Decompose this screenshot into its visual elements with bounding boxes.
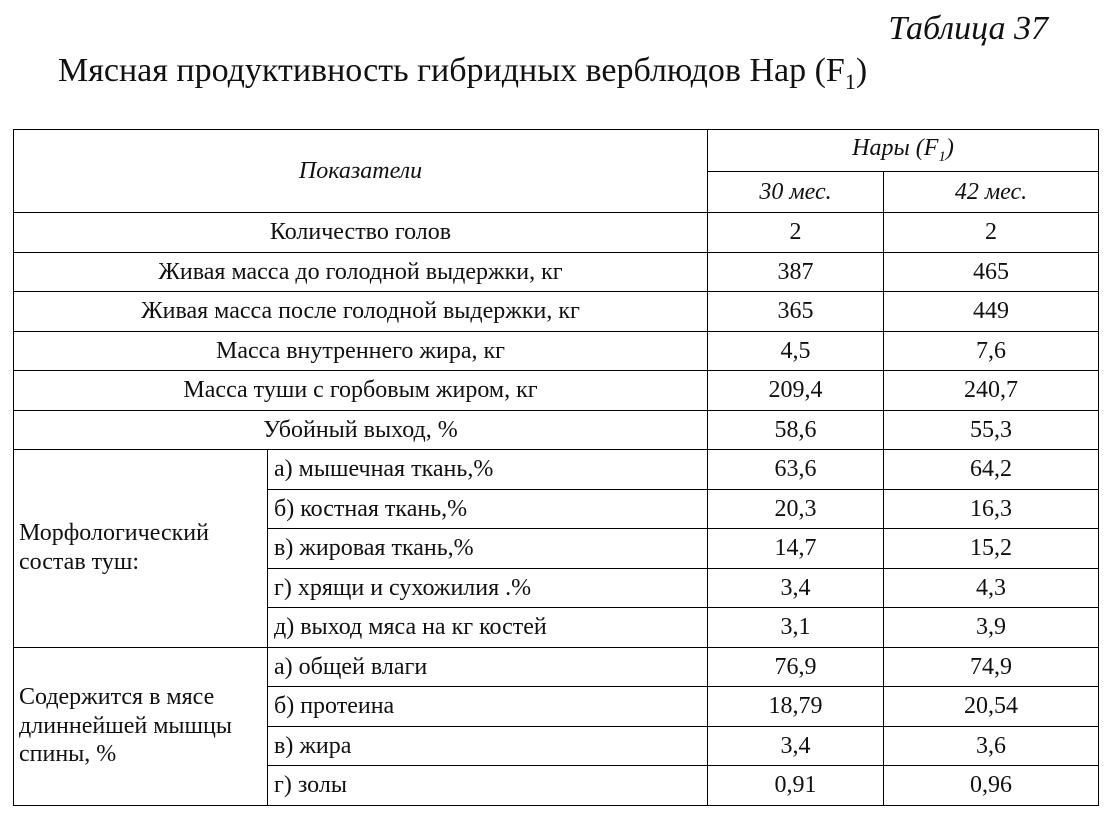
cell-42: 240,7 [884, 371, 1099, 411]
subitem-label: а) общей влаги [268, 647, 708, 687]
subitem-label: а) мышечная ткань,% [268, 450, 708, 490]
cell-42: 2 [884, 213, 1099, 253]
cell-30: 365 [708, 292, 884, 332]
table-row [14, 410, 1099, 450]
row-label: Живая масса до голодной выдержки, кг [14, 252, 708, 292]
subitem-label: г) золы [268, 766, 708, 806]
row-label: Количество голов [14, 213, 708, 253]
subitem-label: б) костная ткань,% [268, 489, 708, 529]
cell-30: 2 [708, 213, 884, 253]
subitem-label: в) жира [268, 726, 708, 766]
cell-30: 0,91 [708, 766, 884, 806]
cell-42: 7,6 [884, 331, 1099, 371]
cell-30: 20,3 [708, 489, 884, 529]
cell-30: 209,4 [708, 371, 884, 411]
table-row [14, 450, 1099, 490]
content-group-label: Содержится в мясе длиннейшей мышцы спины, % [14, 647, 268, 805]
cell-42: 20,54 [884, 687, 1099, 727]
cell-30: 4,5 [708, 331, 884, 371]
table-row [14, 252, 1099, 292]
cell-30: 76,9 [708, 647, 884, 687]
row-label: Живая масса после голодной выдержки, кг [14, 292, 708, 332]
subitem-label: в) жировая ткань,% [268, 529, 708, 569]
table-row [14, 213, 1099, 253]
cell-30: 58,6 [708, 410, 884, 450]
group-header-subscript: 1 [938, 149, 946, 166]
table-row [14, 371, 1099, 411]
cell-30: 3,4 [708, 726, 884, 766]
group-header-end: ) [945, 135, 954, 162]
cell-42: 15,2 [884, 529, 1099, 569]
group-header-main: Нары (F [852, 135, 939, 162]
table-row [14, 292, 1099, 332]
table-number: Таблица 37 [888, 10, 1048, 47]
group-header [708, 130, 1099, 172]
subitem-label: д) выход мяса на кг костей [268, 608, 708, 648]
row-label: Убойный выход, % [14, 410, 708, 450]
cell-42: 3,6 [884, 726, 1099, 766]
cell-30: 3,1 [708, 608, 884, 648]
table-row [14, 331, 1099, 371]
cell-30: 18,79 [708, 687, 884, 727]
cell-42: 64,2 [884, 450, 1099, 490]
cell-30: 387 [708, 252, 884, 292]
cell-42: 0,96 [884, 766, 1099, 806]
col-header-42: 42 мес. [884, 172, 1099, 213]
subitem-label: г) хрящи и сухожилия .% [268, 568, 708, 608]
indicators-header: Показатели [14, 130, 708, 213]
header-row-1 [14, 130, 1099, 172]
productivity-table [13, 129, 1099, 806]
cell-30: 3,4 [708, 568, 884, 608]
cell-42: 74,9 [884, 647, 1099, 687]
subitem-label: б) протеина [268, 687, 708, 727]
title-subscript: 1 [844, 68, 856, 94]
cell-42: 55,3 [884, 410, 1099, 450]
col-header-30: 30 мес. [708, 172, 884, 213]
cell-42: 16,3 [884, 489, 1099, 529]
page-title [58, 52, 867, 95]
title-end: ) [855, 52, 868, 89]
morph-group-label: Морфологический состав туш: [14, 450, 268, 648]
table-row [14, 647, 1099, 687]
cell-30: 63,6 [708, 450, 884, 490]
cell-30: 14,7 [708, 529, 884, 569]
row-label: Масса туши с горбовым жиром, кг [14, 371, 708, 411]
row-label: Масса внутреннего жира, кг [14, 331, 708, 371]
cell-42: 4,3 [884, 568, 1099, 608]
title-main: Мясная продуктивность гибридных верблюдов Нар (F [58, 52, 845, 89]
cell-42: 449 [884, 292, 1099, 332]
cell-42: 465 [884, 252, 1099, 292]
cell-42: 3,9 [884, 608, 1099, 648]
